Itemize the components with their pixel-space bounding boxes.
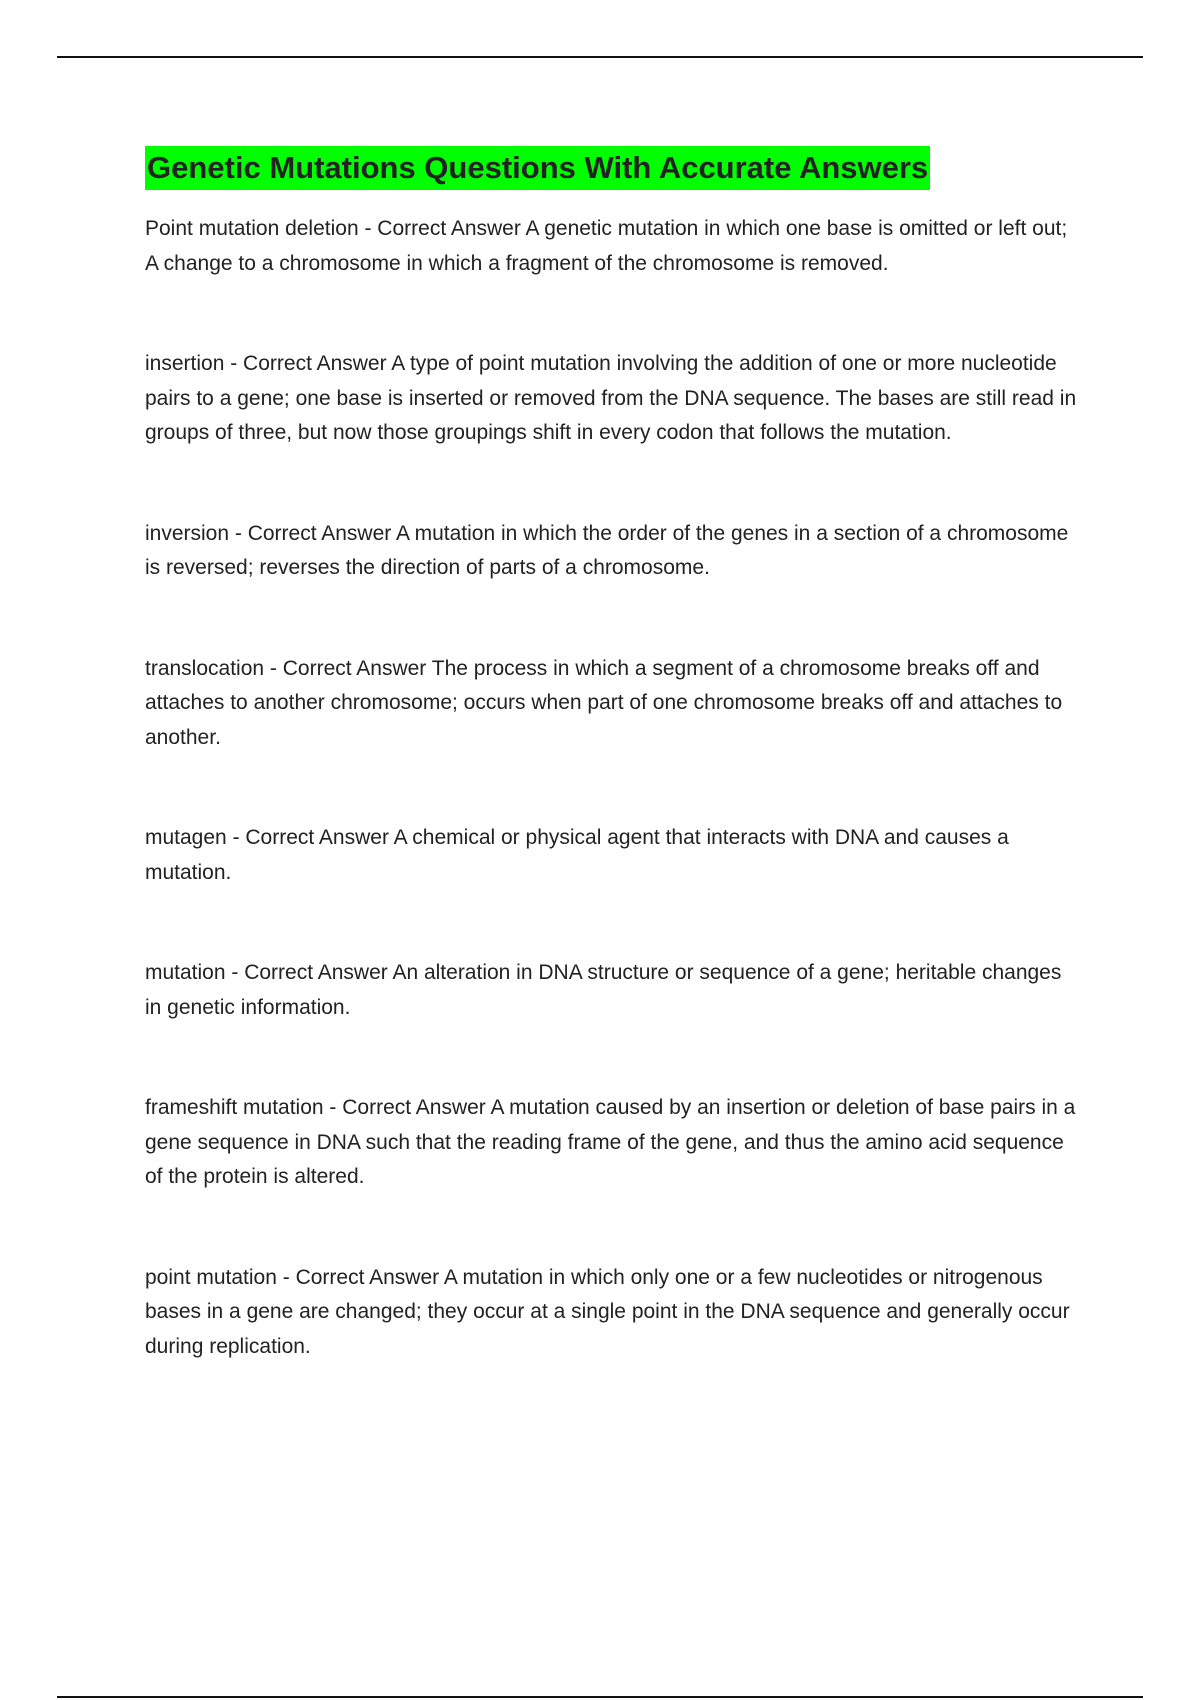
qa-separator: - Correct Answer — [224, 352, 392, 375]
qa-item — [145, 652, 1080, 756]
qa-item — [145, 956, 1080, 1025]
qa-answer: A chemical or physical agent that interacts with DNA and causes a mutation. — [145, 826, 1009, 884]
document-body — [145, 146, 1080, 1430]
qa-term: frameshift mutation — [145, 1096, 324, 1119]
qa-separator: - Correct Answer — [264, 656, 432, 680]
qa-list — [145, 212, 1080, 1364]
qa-item — [145, 1091, 1080, 1195]
qa-term: insertion — [145, 352, 225, 375]
qa-answer: An alteration in DNA structure or sequence of a gene; heritable changes in genetic information. — [145, 961, 1062, 1019]
qa-separator: - Correct Answer — [276, 1265, 444, 1289]
qa-answer: A mutation in which only one or a few nucleotides or nitrogenous bases in a gene are changed; they occur at a single point in the DNA sequence and generally occur during replication. — [145, 1265, 1070, 1358]
qa-separator: - Correct Answer — [323, 1096, 491, 1119]
qa-item — [145, 212, 1080, 281]
qa-separator: - Correct Answer — [226, 826, 394, 849]
qa-item — [145, 347, 1080, 451]
qa-term: Point mutation deletion — [145, 217, 359, 240]
qa-answer: A mutation in which the order of the genes in a section of a chromosome is reversed; reverses the direction of parts of a chromosome. — [145, 521, 1069, 579]
qa-answer: A type of point mutation involving the addition of one or more nucleotide pairs to a gene; one base is inserted or removed from the DNA sequence. The bases are still read in groups of three, but now those groupings shift in every codon that follows the mutation. — [145, 352, 1077, 444]
qa-separator: - Correct Answer — [225, 961, 393, 984]
qa-item — [145, 517, 1080, 586]
qa-answer: The process in which a segment of a chromosome breaks off and attaches to another chromosome; occurs when part of one chromosome breaks off and attaches to another. — [145, 656, 1063, 749]
qa-answer: A genetic mutation in which one base is omitted or left out; A change to a chromosome in which a fragment of the chromosome is removed. — [145, 217, 1068, 275]
qa-term: point mutation — [145, 1265, 277, 1289]
qa-separator: - Correct Answer — [229, 521, 396, 545]
qa-term: translocation — [145, 656, 265, 680]
footer-rule — [57, 1696, 1143, 1698]
header-rule — [57, 56, 1143, 58]
qa-item — [145, 821, 1080, 890]
qa-item — [145, 1261, 1080, 1365]
qa-term: mutation — [145, 961, 226, 984]
page-title: Genetic Mutations Questions With Accurate Answers — [145, 146, 930, 190]
qa-separator: - Correct Answer — [358, 217, 526, 240]
qa-answer: A mutation caused by an insertion or deletion of base pairs in a gene sequence in DNA such that the reading frame of the gene, and thus the amino acid sequence of the protein is altered. — [145, 1096, 1076, 1188]
qa-term: inversion — [145, 521, 230, 545]
qa-term: mutagen — [145, 826, 227, 849]
